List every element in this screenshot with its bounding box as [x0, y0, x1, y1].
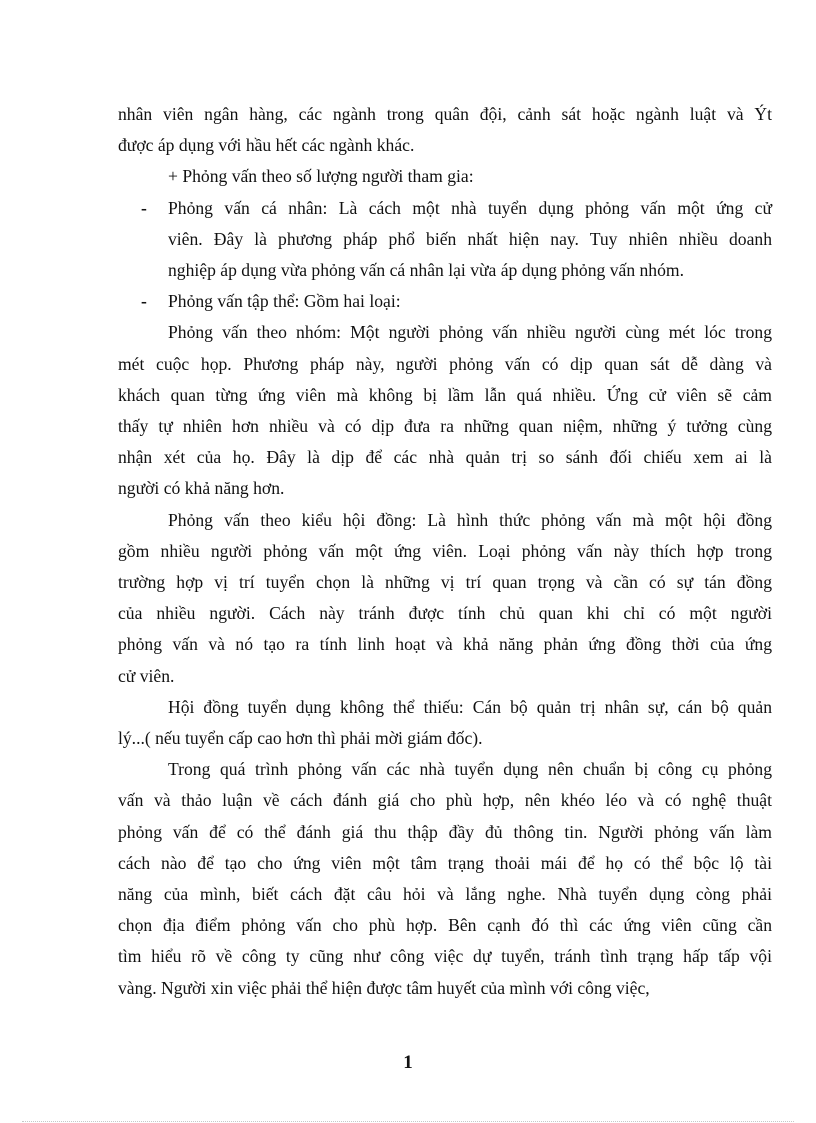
line-text: cử viên. — [118, 665, 175, 686]
paragraph-line — [118, 99, 772, 130]
paragraph-line — [118, 317, 772, 348]
paragraph-line — [118, 473, 772, 504]
line-text: lý...( nếu tuyển cấp cao hơn thì phải mời giám đốc). — [118, 728, 483, 749]
bullet-list-item — [118, 286, 772, 317]
paragraph-line — [118, 411, 772, 442]
paragraph-line — [118, 349, 772, 380]
paragraph-line — [118, 130, 772, 161]
line-text: viên. Đây là phương pháp phổ biến nhất hiện nay. Tuy nhiên nhiều doanh — [168, 228, 772, 249]
line-text: của nhiều người. Cách này tránh được tính chủ quan khi chỉ có một người — [118, 603, 772, 624]
line-text: người có khả năng hơn. — [118, 478, 285, 499]
paragraph-line — [118, 848, 772, 879]
line-text: Phỏng vấn theo kiểu hội đồng: Là hình thức phỏng vấn mà một hội đồng — [168, 509, 772, 530]
line-text: + Phỏng vấn theo số lượng người tham gia: — [168, 166, 474, 187]
paragraph-line — [118, 910, 772, 941]
line-text: Phỏng vấn cá nhân: Là cách một nhà tuyển dụng phỏng vấn một ứng cử — [168, 197, 772, 218]
paragraph-line — [118, 255, 772, 286]
line-text: vàng. Người xin việc phải thể hiện được tâm huyết của mình với công việc, — [118, 977, 650, 998]
paragraph-line — [118, 567, 772, 598]
line-text: Trong quá trình phỏng vấn các nhà tuyển dụng nên chuẩn bị công cụ phỏng — [168, 759, 772, 780]
page-number: 1 — [403, 1052, 413, 1073]
paragraph-line — [118, 224, 772, 255]
paragraph-line — [118, 598, 772, 629]
paragraph-line — [118, 536, 772, 567]
line-text: phỏng vấn và nó tạo ra tính linh hoạt và khả năng phản ứng đồng thời của ứng — [118, 634, 772, 655]
paragraph-line — [118, 817, 772, 848]
line-text: năng của mình, biết cách đặt câu hỏi và lắng nghe. Nhà tuyển dụng còng phải — [118, 884, 772, 905]
paragraph-line — [118, 505, 772, 536]
footer-divider — [22, 1121, 794, 1122]
paragraph-line — [118, 754, 772, 785]
paragraph-line — [118, 785, 772, 816]
line-text: Hội đồng tuyển dụng không thể thiếu: Cán bộ quản trị nhân sự, cán bộ quản — [168, 696, 772, 717]
paragraph-line — [118, 442, 772, 473]
line-text: mét cuộc họp. Phương pháp này, người phỏng vấn có dịp quan sát dễ dàng và — [118, 353, 772, 374]
paragraph-line — [118, 692, 772, 723]
line-text: Phỏng vấn tập thể: Gồm hai loại: — [168, 291, 401, 312]
paragraph-line — [118, 380, 772, 411]
paragraph-line — [118, 973, 772, 1004]
line-text: được áp dụng với hầu hết các ngành khác. — [118, 135, 415, 156]
paragraph-line — [118, 879, 772, 910]
line-text: nhân viên ngân hàng, các ngành trong quân đội, cảnh sát hoặc ngành luật và Ýt — [118, 104, 772, 124]
paragraph-line — [118, 723, 772, 754]
paragraph-line — [118, 161, 772, 192]
bullet-marker: - — [141, 291, 147, 312]
line-text: trường hợp vị trí tuyển chọn là những vị trí quan trọng và cần có sự tán đồng — [118, 572, 772, 593]
line-text: gồm nhiều người phỏng vấn một ứng viên. Loại phỏng vấn này thích hợp trong — [118, 540, 772, 561]
line-text: vấn và thảo luận về cách đánh giá cho phù hợp, nên khéo léo và có nghệ thuật — [118, 790, 772, 811]
line-text: cách nào để tạo cho ứng viên một tâm trạng thoải mái để họ có thể bộc lộ tài — [118, 852, 772, 873]
paragraph-line — [118, 661, 772, 692]
line-text: Phỏng vấn theo nhóm: Một người phỏng vấn nhiều người cùng mét lóc trong — [168, 322, 772, 343]
paragraph-line — [118, 629, 772, 660]
line-text: khách quan từng ứng viên mà không bị lầm lẫn quá nhiều. Ứng cử viên sẽ cảm — [118, 384, 772, 405]
bullet-marker: - — [141, 197, 147, 218]
document-body — [118, 99, 772, 1004]
bullet-list-item — [118, 193, 772, 224]
line-text: nhận xét của họ. Đây là dịp để các nhà quản trị so sánh đối chiếu xem ai là — [118, 447, 772, 468]
line-text: phỏng vấn để có thể đánh giá thu thập đầy đủ thông tin. Người phỏng vấn làm — [118, 821, 772, 842]
line-text: tìm hiểu rõ về công ty cũng như công việc dự tuyển, tránh tình trạng hấp tấp vội — [118, 946, 772, 967]
paragraph-line — [118, 941, 772, 972]
line-text: chọn địa điểm phỏng vấn cho phù hợp. Bên cạnh đó thì các ứng viên cũng cần — [118, 915, 772, 936]
line-text: thấy tự nhiên hơn nhiều và có dịp đưa ra những quan niệm, những ý tưởng cùng — [118, 416, 772, 437]
line-text: nghiệp áp dụng vừa phỏng vấn cá nhân lại vừa áp dụng phỏng vấn nhóm. — [168, 260, 684, 281]
